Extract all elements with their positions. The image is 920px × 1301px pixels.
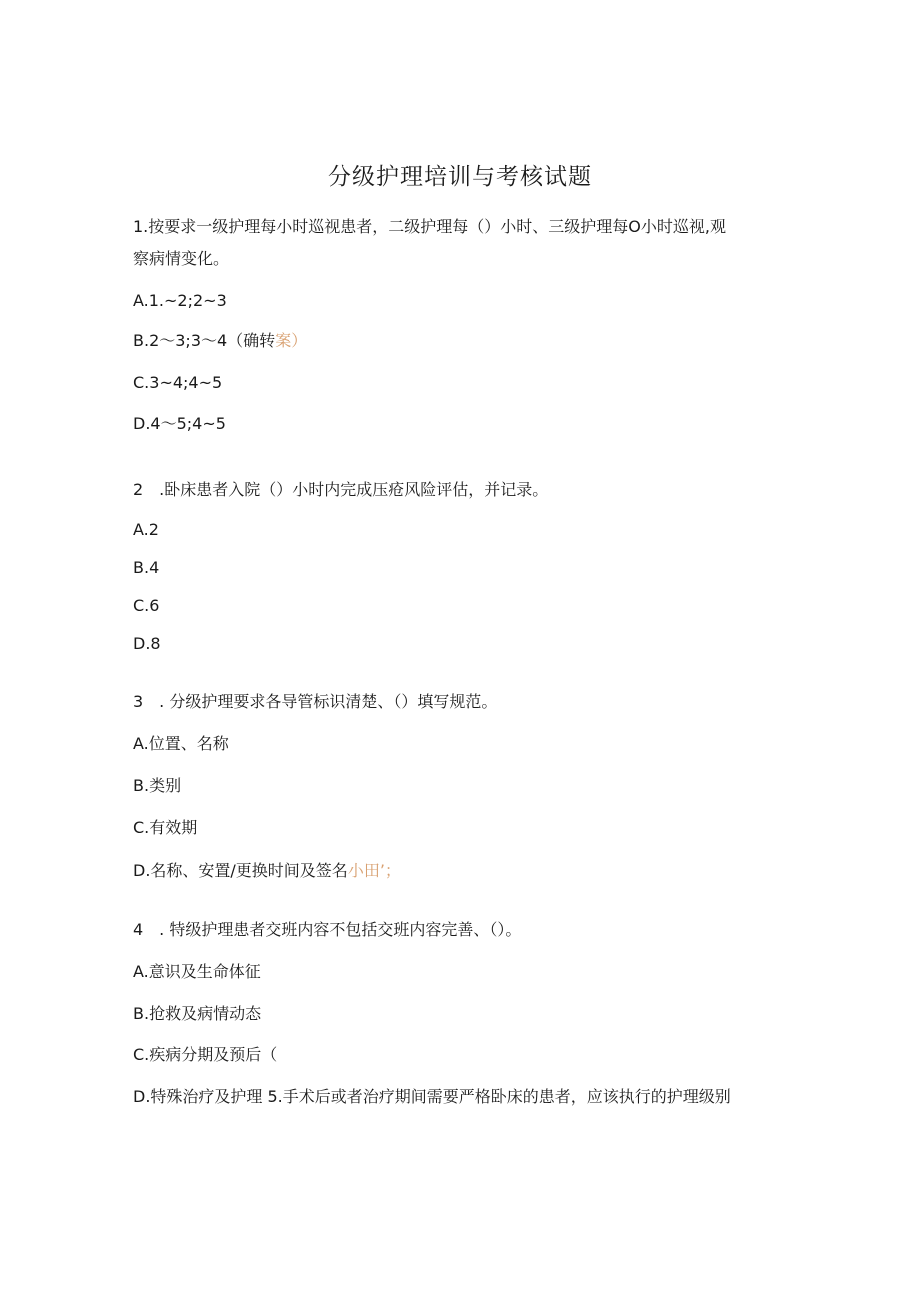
question-4-option-b: B.抢救及病情动态 (133, 1004, 262, 1023)
question-1-option-b (133, 330, 307, 352)
question-3-option-d-text: D.名称、安置/更换时间及签名 (133, 861, 348, 880)
document-title: 分级护理培训与考核试题 (328, 164, 592, 190)
question-3-option-d (133, 860, 401, 882)
question-4-option-a: A.意识及生命体征 (133, 962, 261, 981)
question-2-stem: 2 .卧床患者入院（）小时内完成压疮风险评估，并记录。 (133, 480, 549, 499)
question-2-option-d: D.8 (133, 634, 161, 653)
question-1-option-d: D.4～5;4~5 (133, 414, 226, 433)
question-2-option-b: B.4 (133, 558, 160, 577)
question-3-option-c: C.有效期 (133, 818, 198, 837)
question-1-option-b-highlight: 案） (275, 331, 308, 350)
question-1-stem-line-2: 察病情变化。 (133, 249, 230, 268)
question-4-option-d: D.特殊治疗及护理 5.手术后或者治疗期间需要严格卧床的患者，应该执行的护理级别 (133, 1087, 731, 1106)
question-2-option-a: A.2 (133, 520, 159, 539)
question-1-stem-line-1: 1.按要求一级护理每小时巡视患者，二级护理每（）小时、三级护理每O小时巡视,观 (133, 217, 726, 236)
question-3-option-b: B.类别 (133, 776, 182, 795)
question-3-stem: 3 . 分级护理要求各导管标识清楚、（）填写规范。 (133, 692, 498, 711)
question-1-option-c: C.3~4;4~5 (133, 373, 223, 392)
question-4-stem: 4 . 特级护理患者交班内容不包括交班内容完善、（）。 (133, 920, 522, 939)
question-3-option-d-highlight: 小田’； (347, 861, 401, 880)
question-3-option-a: A.位置、名称 (133, 734, 229, 753)
question-4-option-c: C.疾病分期及预后（ (133, 1045, 278, 1064)
question-2-option-c: C.6 (133, 596, 160, 615)
question-1-option-b-text: B.2～3;3～4（确转 (133, 331, 276, 350)
question-1-option-a: A.1.~2;2~3 (133, 291, 227, 310)
